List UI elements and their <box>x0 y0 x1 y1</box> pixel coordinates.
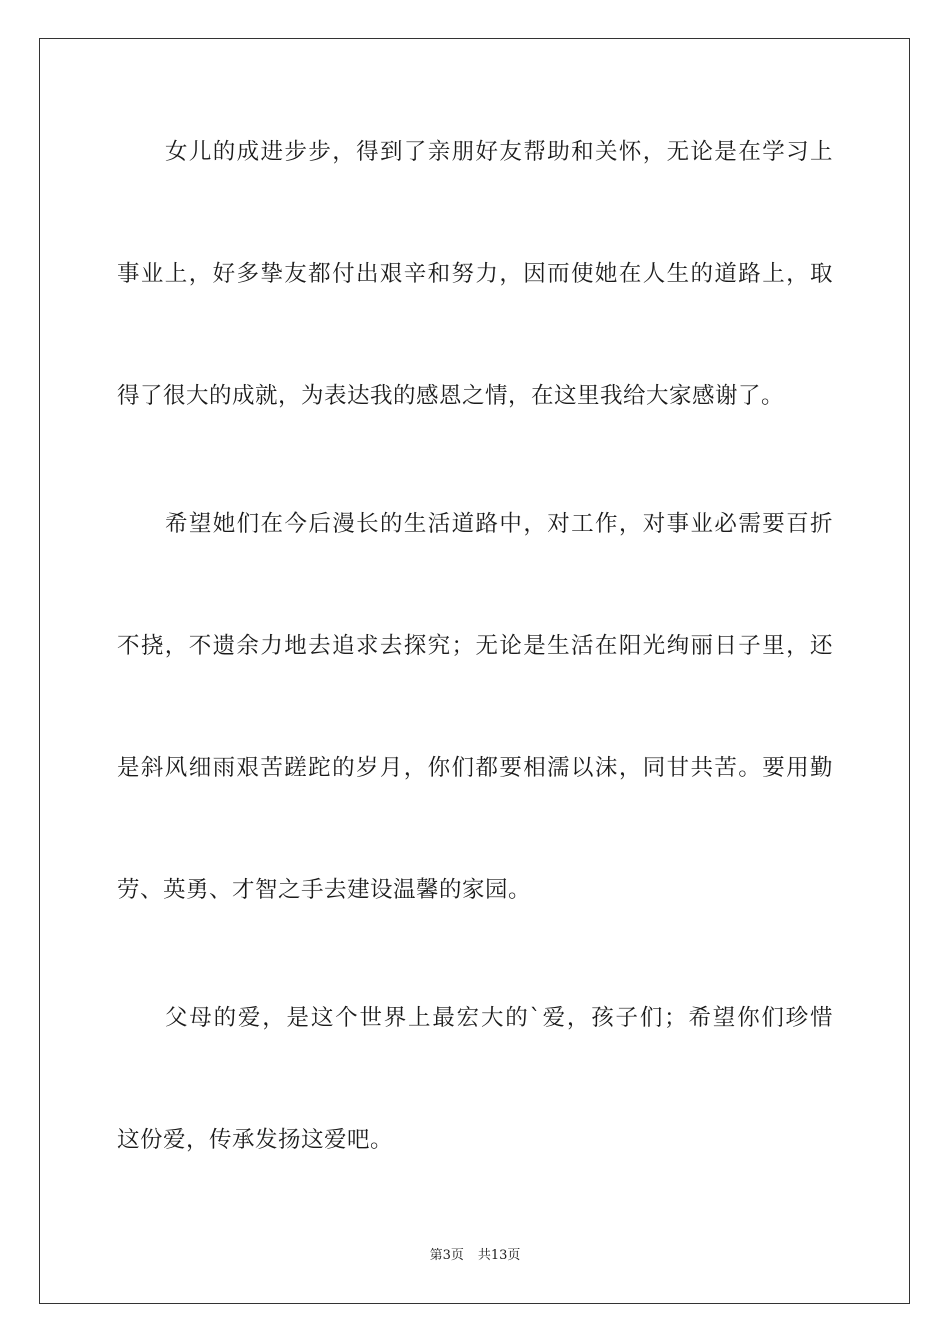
page-footer <box>0 1247 950 1265</box>
page-frame <box>39 38 910 1304</box>
paragraph-1-line-2: 事业上，好多挚友都付出艰辛和努力，因而使她在人生的道路上，取 <box>117 261 833 287</box>
paragraph-2-line-4: 劳、英勇、才智之手去建设温馨的家园。 <box>117 877 532 903</box>
paragraph-1-line-3: 得了很大的成就，为表达我的感恩之情，在这里我给大家感谢了。 <box>117 383 785 409</box>
page-number-current: 第3页 <box>429 1248 464 1263</box>
paragraph-2-line-3: 是斜风细雨艰苦蹉跎的岁月，你们都要相濡以沫，同甘共苦。要用勤 <box>117 755 833 781</box>
page-number-total: 共13页 <box>477 1248 521 1263</box>
paragraph-2-line-2: 不挠，不遗余力地去追求去探究；无论是生活在阳光绚丽日子里，还 <box>117 633 833 659</box>
paragraph-3-line-2: 这份爱，传承发扬这爱吧。 <box>117 1127 394 1153</box>
paragraph-1-line-1: 女儿的成进步步，得到了亲朋好友帮助和关怀，无论是在学习上 <box>165 139 833 165</box>
paragraph-3-line-1: 父母的爱，是这个世界上最宏大的`爱，孩子们；希望你们珍惜 <box>165 1005 833 1031</box>
paragraph-2-line-1: 希望她们在今后漫长的生活道路中，对工作，对事业必需要百折 <box>165 511 833 537</box>
